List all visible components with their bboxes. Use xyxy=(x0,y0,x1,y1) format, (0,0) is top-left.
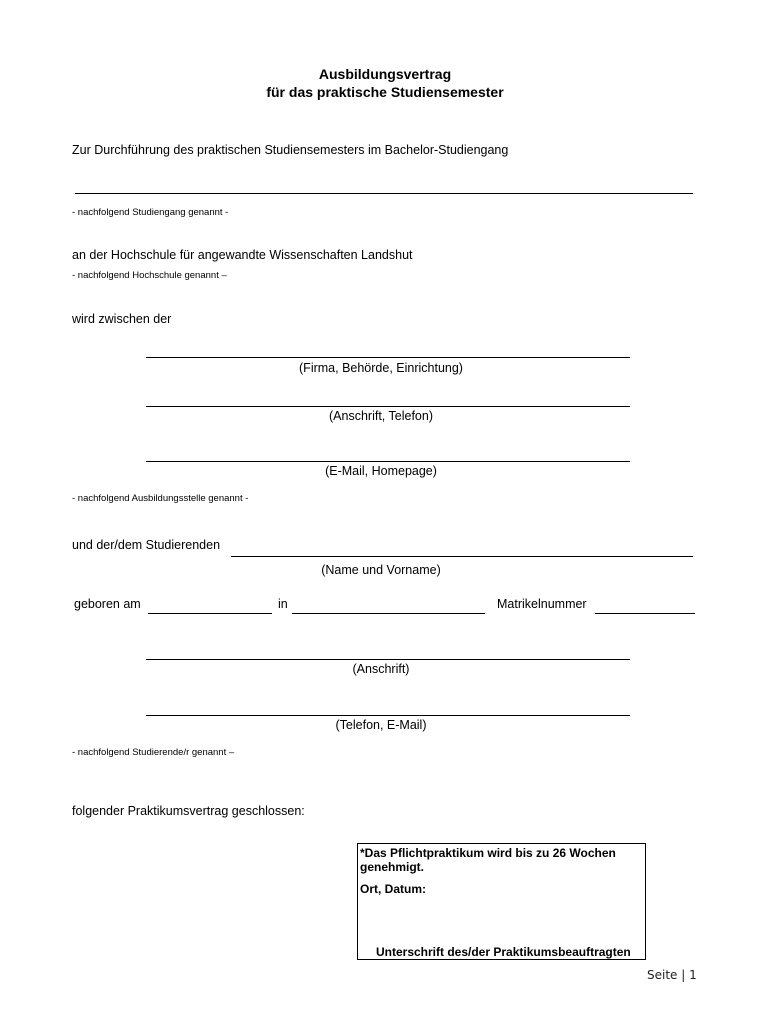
studiengang-input-line[interactable] xyxy=(75,193,693,194)
document-title-line-2: für das praktische Studiensemester xyxy=(266,84,504,100)
document-title-line-1: Ausbildungsvertrag xyxy=(318,66,452,82)
ort-datum-label: Ort, Datum: xyxy=(360,882,426,896)
geboren-am-label: geboren am xyxy=(74,597,141,611)
approval-text-line-2: genehmigt. xyxy=(360,860,425,874)
student-telefon-input-line[interactable] xyxy=(146,715,630,716)
closing-text: folgender Praktikumsvertrag geschlossen: xyxy=(72,804,305,818)
email-homepage-caption: (E-Mail, Homepage) xyxy=(325,464,437,478)
firma-input-line[interactable] xyxy=(146,357,630,358)
matrikelnummer-label: Matrikelnummer xyxy=(497,597,587,611)
student-anschrift-caption: (Anschrift) xyxy=(352,662,410,676)
student-anschrift-input-line[interactable] xyxy=(146,659,630,660)
note-studierende: - nachfolgend Studierende/r genannt – xyxy=(72,747,235,758)
student-name-input-line[interactable] xyxy=(231,556,693,557)
anschrift-telefon-caption: (Anschrift, Telefon) xyxy=(329,409,433,423)
approval-box xyxy=(357,843,646,960)
signature-label: Unterschrift des/der Praktikumsbeauftragten xyxy=(376,945,631,959)
matrikelnummer-input-line[interactable] xyxy=(595,613,695,614)
anschrift-telefon-input-line[interactable] xyxy=(146,406,630,407)
page-number: Seite | 1 xyxy=(647,968,697,982)
geburtsdatum-input-line[interactable] xyxy=(148,613,272,614)
approval-text-line-1: *Das Pflichtpraktikum wird bis zu 26 Wochen xyxy=(360,846,616,860)
wird-zwischen-text: wird zwischen der xyxy=(72,312,172,326)
note-ausbildungsstelle: - nachfolgend Ausbildungsstelle genannt - xyxy=(72,493,249,504)
studierende-label: und der/dem Studierenden xyxy=(72,538,221,552)
firma-caption: (Firma, Behörde, Einrichtung) xyxy=(299,361,463,375)
name-vorname-caption: (Name und Vorname) xyxy=(321,563,441,577)
intro-text: Zur Durchführung des praktischen Studiensemesters im Bachelor-Studiengang xyxy=(72,143,509,157)
geburtsort-label: in xyxy=(278,597,288,611)
note-hochschule: - nachfolgend Hochschule genannt – xyxy=(72,270,227,281)
student-telefon-caption: (Telefon, E-Mail) xyxy=(335,718,427,732)
hochschule-text: an der Hochschule für angewandte Wissenschaften Landshut xyxy=(72,248,413,262)
note-studiengang: - nachfolgend Studiengang genannt - xyxy=(72,207,229,218)
geburtsort-input-line[interactable] xyxy=(292,613,485,614)
email-homepage-input-line[interactable] xyxy=(146,461,630,462)
